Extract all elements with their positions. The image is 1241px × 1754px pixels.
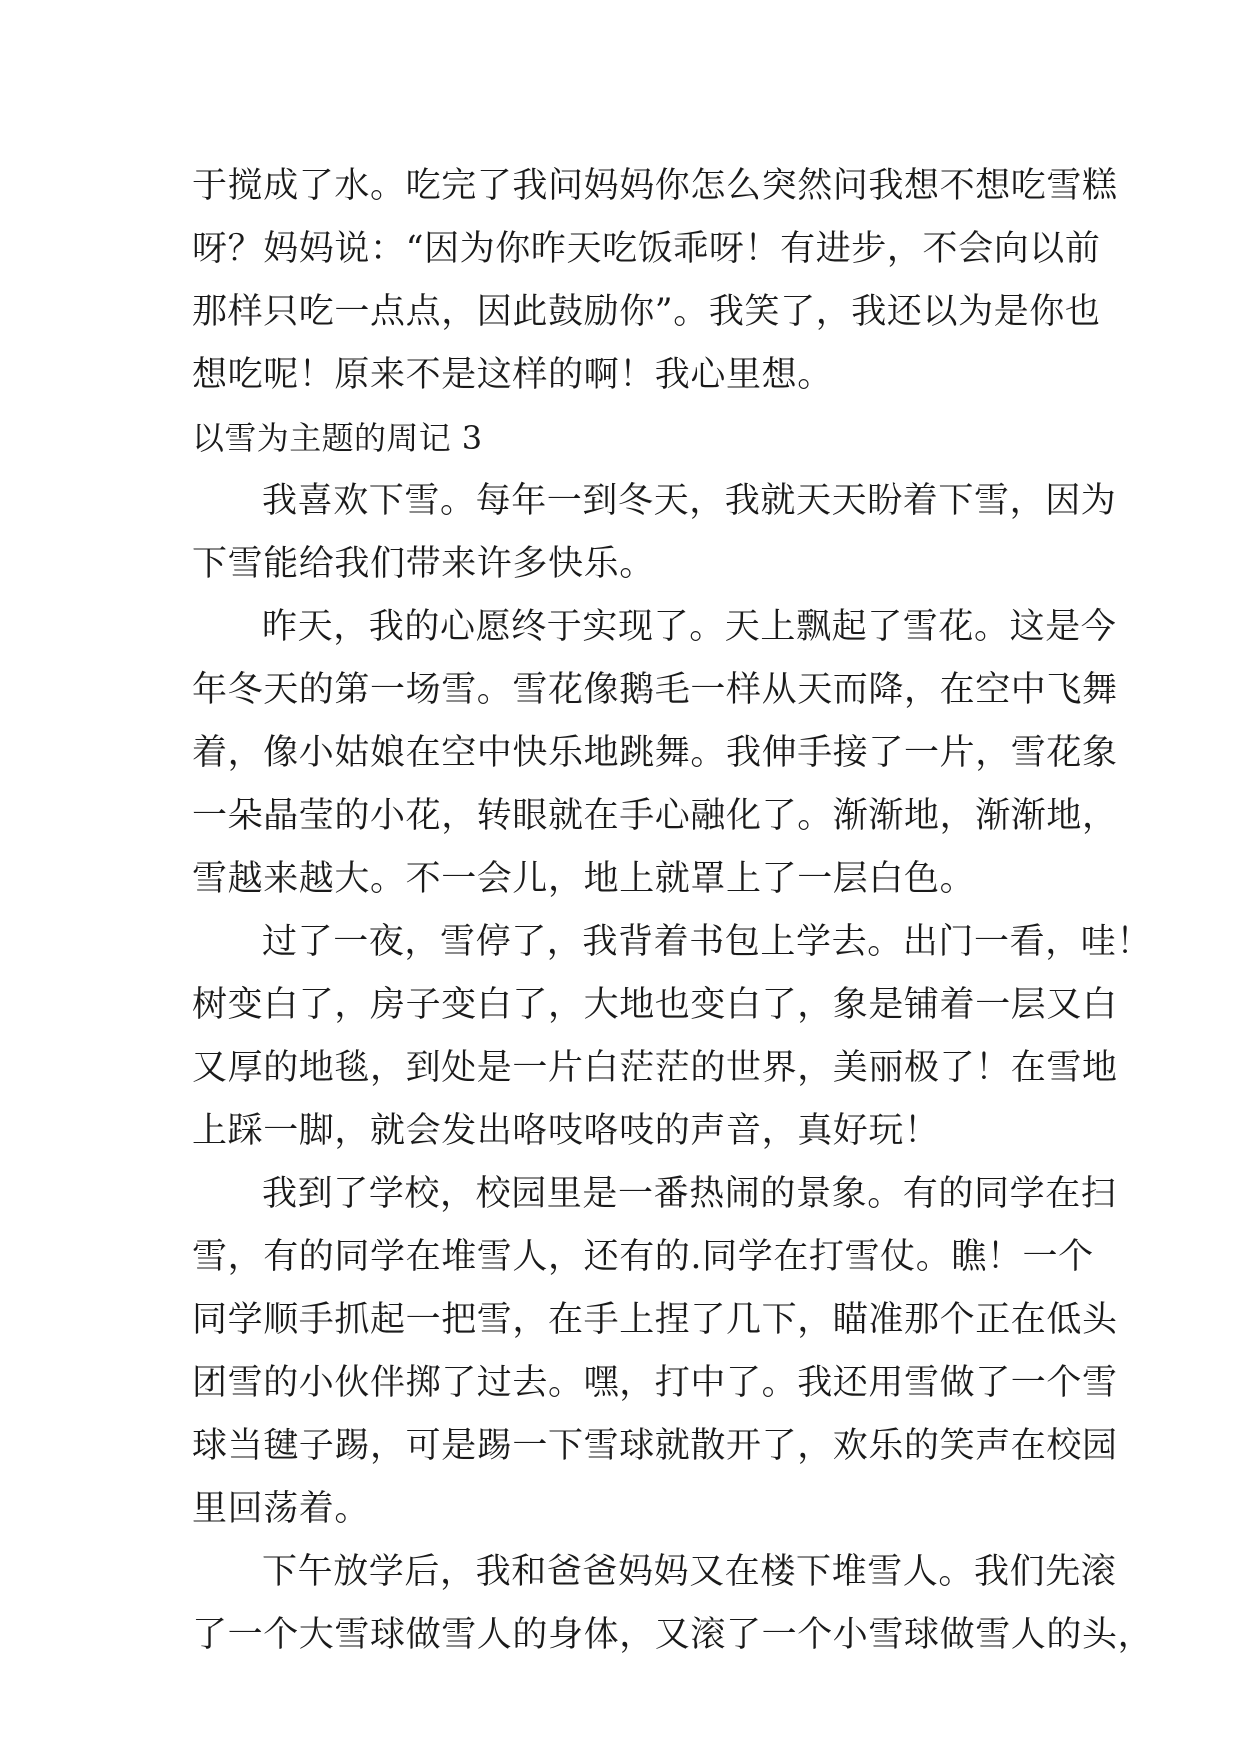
text-line: 雪，有的同学在堆雪人，还有的.同学在打雪仗。瞧！一个	[192, 1237, 1094, 1277]
text-line: 一朵晶莹的小花，转眼就在手心融化了。渐渐地，渐渐地，	[192, 796, 1118, 836]
section-heading: 以雪为主题的周记 3	[192, 419, 483, 457]
intro-text	[192, 155, 1118, 407]
text-line: 想吃呢！原来不是这样的啊！我心里想。	[192, 355, 833, 395]
text-line: 于搅成了水。吃完了我问妈妈你怎么突然问我想不想吃雪糕	[192, 166, 1118, 206]
text-line: 雪越来越大。不一会儿，地上就罩上了一层白色。	[192, 859, 976, 899]
text-line: 过了一夜，雪停了，我背着书包上学去。出门一看，哇！	[262, 922, 1153, 962]
text-line: 昨天，我的心愿终于实现了。天上飘起了雪花。这是今	[262, 607, 1117, 647]
text-line: 我到了学校，校园里是一番热闹的景象。有的同学在扫	[262, 1174, 1117, 1214]
text-line: 我喜欢下雪。每年一到冬天，我就天天盼着下雪，因为	[262, 481, 1117, 521]
text-line: 又厚的地毯，到处是一片白茫茫的世界，美丽极了！在雪地	[192, 1048, 1118, 1088]
text-line: 球当毽子踢，可是踢一下雪球就散开了，欢乐的笑声在校园	[192, 1426, 1118, 1466]
paragraph-1	[192, 470, 1117, 596]
paragraph-5	[192, 1541, 1154, 1667]
text-line: 着，像小姑娘在空中快乐地跳舞。我伸手接了一片，雪花象	[192, 733, 1118, 773]
text-line: 里回荡着。	[192, 1489, 371, 1529]
text-line: 那样只吃一点点，因此鼓励你”。我笑了，我还以为是你也	[192, 292, 1101, 332]
paragraph-3	[192, 911, 1153, 1163]
text-line: 树变白了，房子变白了，大地也变白了，象是铺着一层又白	[192, 985, 1118, 1025]
text-line: 呀？妈妈说：“因为你昨天吃饭乖呀！有进步，不会向以前	[192, 229, 1101, 269]
text-line: 团雪的小伙伴掷了过去。嘿，打中了。我还用雪做了一个雪	[192, 1363, 1118, 1403]
text-line: 了一个大雪球做雪人的身体，又滚了一个小雪球做雪人的头，	[192, 1615, 1154, 1655]
text-line: 下午放学后，我和爸爸妈妈又在楼下堆雪人。我们先滚	[262, 1552, 1117, 1592]
paragraph-4	[192, 1163, 1118, 1541]
text-line: 年冬天的第一场雪。雪花像鹅毛一样从天而降，在空中飞舞	[192, 670, 1118, 710]
paragraph-2	[192, 596, 1118, 911]
text-line: 同学顺手抓起一把雪，在手上捏了几下，瞄准那个正在低头	[192, 1300, 1118, 1340]
document-body	[192, 155, 1154, 1667]
text-line: 上踩一脚，就会发出咯吱咯吱的声音，真好玩！	[192, 1111, 940, 1151]
text-line: 下雪能给我们带来许多快乐。	[192, 544, 655, 584]
